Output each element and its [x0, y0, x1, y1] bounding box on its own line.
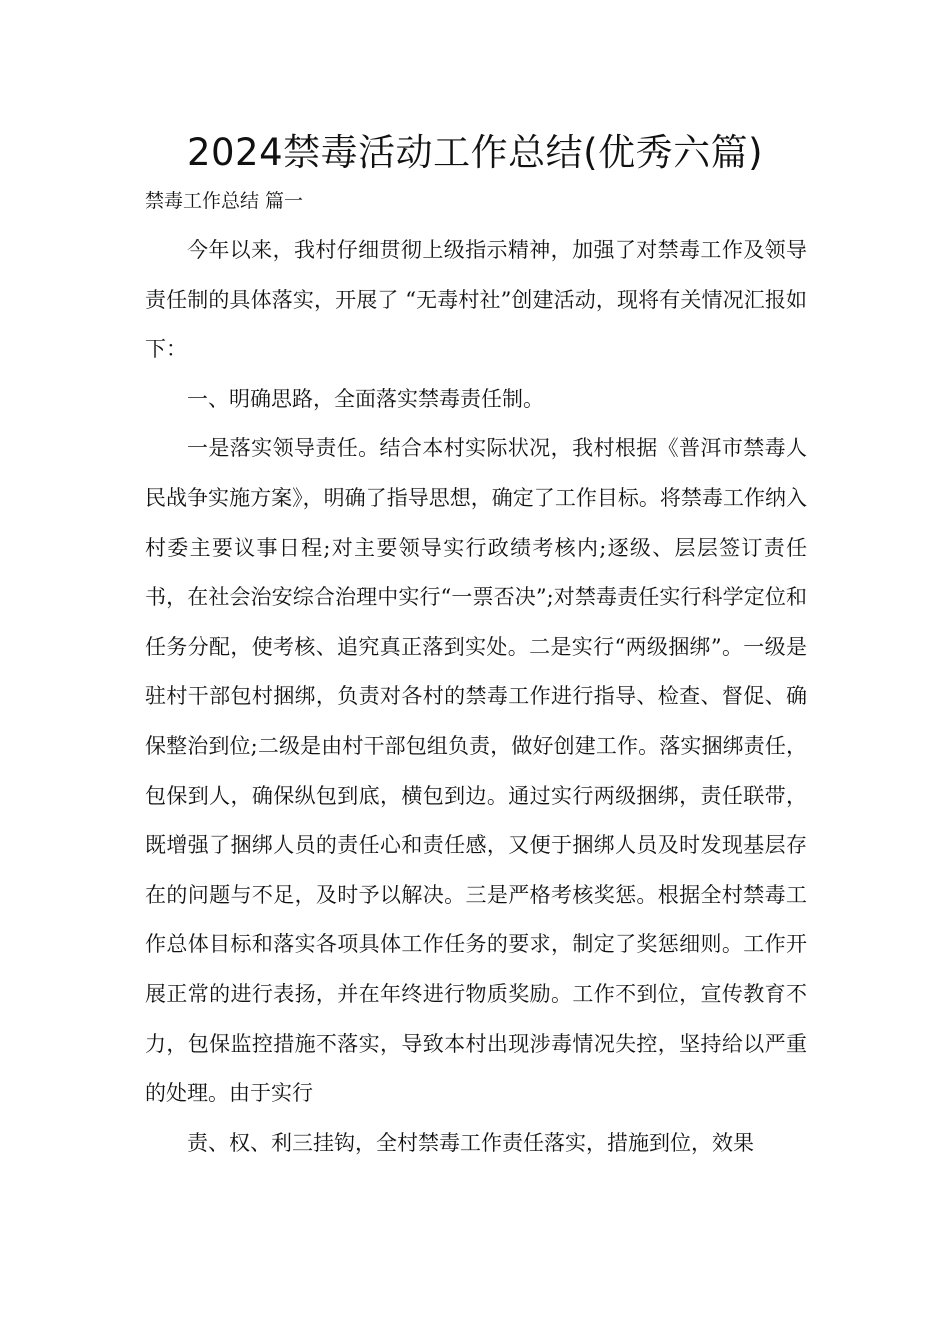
document-title: 2024禁毒活动工作总结(优秀六篇) — [186, 131, 764, 174]
document-body — [145, 226, 807, 1168]
paragraph-heading-1: 一、明确思路，全面落实禁毒责任制。 — [187, 386, 544, 411]
section-label: 禁毒工作总结 篇一 — [145, 190, 304, 212]
paragraph-continuation: 责、权、利三挂钩，全村禁毒工作责任落实，措施到位，效果 — [187, 1130, 754, 1155]
paragraph-intro: 今年以来，我村仔细贯彻上级指示精神，加强了对禁毒工作及领导责任制的具体落实，开展了 “无毒村社”创建活动，现将有关情况汇报如下： — [145, 238, 807, 362]
paragraph-responsibility: 一是落实领导责任。结合本村实际状况，我村根据《普洱市禁毒人民战争实施方案》，明确了指导思想，确定了工作目标。将禁毒工作纳入村委主要议事日程;对主要领导实行政绩考核内;逐级、层层签订责任书，在社会治安综合治理中实行“一票否决”;对禁毒责任实行科学定位和任务分配，使考核、追究真正落到实处。二是实行“两级捆绑”。一级是驻村干部包村捆绑，负责对各村的禁毒工作进行指导、检查、督促、确保整治到位;二级是由村干部包组负责，做好创建工作。落实捆绑责任，包保到人，确保纵包到底，横包到边。通过实行两级捆绑，责任联带，既增强了捆绑人员的责任心和责任感，又便于捆绑人员及时发现基层存在的问题与不足，及时予以解决。三是严格考核奖惩。根据全村禁毒工作总体目标和落实各项具体工作任务的要求，制定了奖惩细则。工作开展正常的进行表扬，并在年终进行物质奖励。工作不到位，宣传教育不力，包保监控措施不落实，导致本村出现涉毒情况失控，坚持给以严重的处理。由于实行 — [145, 436, 807, 1106]
